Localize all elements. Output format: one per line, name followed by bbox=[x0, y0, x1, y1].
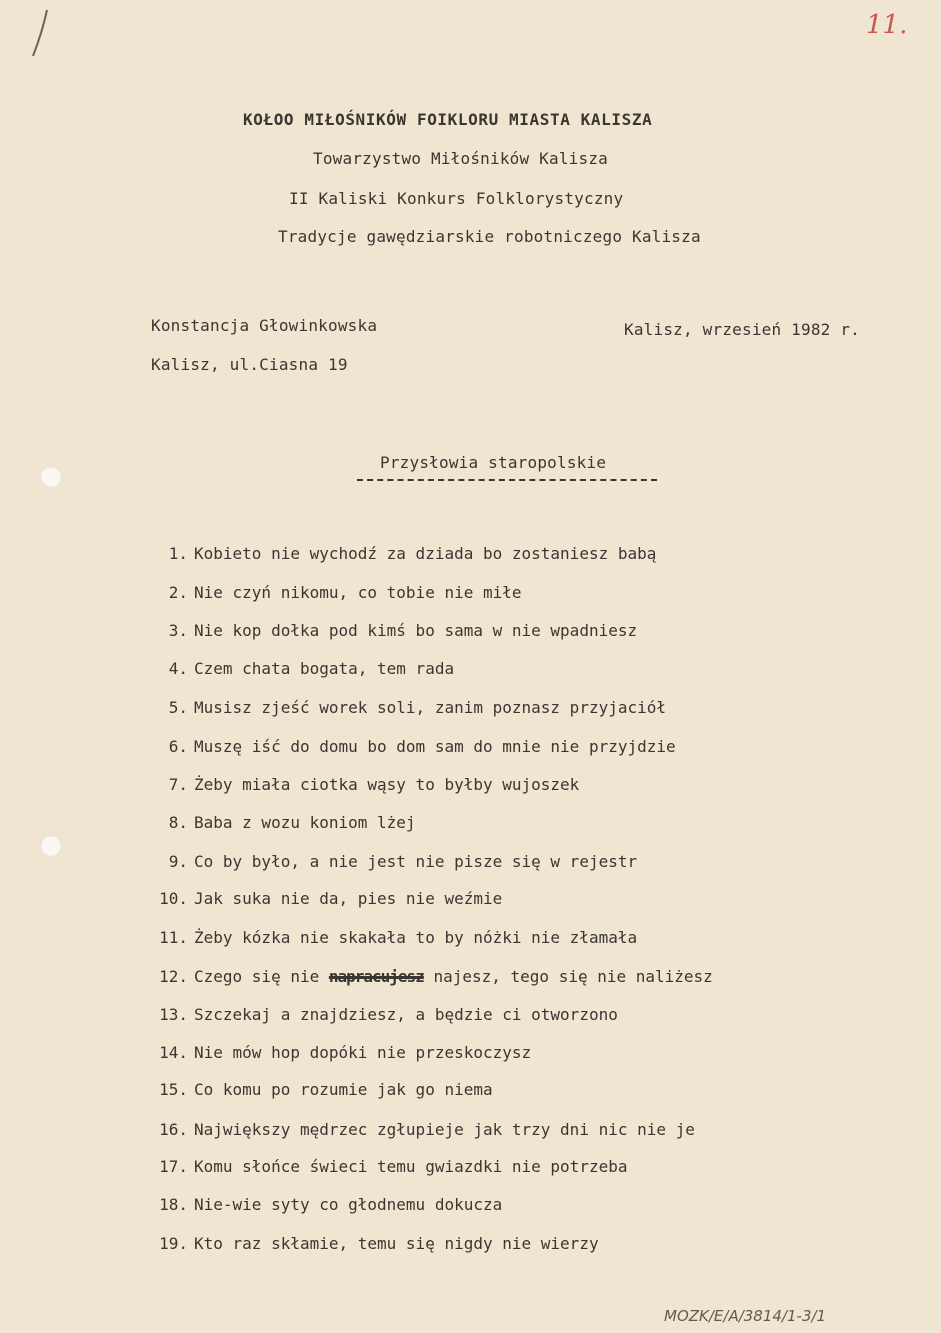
proverb-item: 2. Nie czyń nikomu, co tobie nie miłe bbox=[168, 583, 522, 602]
proverb-item: 19. Kto raz skłamie, temu się nigdy nie wierzy bbox=[159, 1234, 599, 1253]
proverb-item: 3. Nie kop dołka pod kimś bo sama w nie wpadniesz bbox=[168, 621, 638, 640]
proverb-item: 12. Czego się nie napracujesz najesz, tego się nie naliżesz bbox=[159, 967, 713, 986]
proverb-item: 15. Co komu po rozumie jak go niema bbox=[159, 1080, 493, 1099]
place-date: Kalisz, wrzesień 1982 r. bbox=[624, 320, 860, 339]
proverb-item: 14. Nie mów hop dopóki nie przeskoczysz bbox=[159, 1043, 532, 1062]
title-underline bbox=[357, 479, 657, 481]
author-address: Kalisz, ul.Ciasna 19 bbox=[151, 355, 348, 374]
archive-signature: MOZK/E/A/3814/1-3/1 bbox=[664, 1307, 827, 1325]
proverb-item: 6. Muszę iść do domu bo dom sam do mnie nie przyjdzie bbox=[168, 737, 676, 756]
proverb-item: 1. Kobieto nie wychodź za dziada bo zostaniesz babą bbox=[168, 544, 657, 563]
struck-out-word: napracujesz bbox=[328, 967, 424, 986]
page-number: 11. bbox=[866, 10, 908, 40]
proverb-item: 4. Czem chata bogata, tem rada bbox=[168, 659, 455, 678]
proverb-item: 5. Musisz zjeść worek soli, zanim poznasz przyjaciół bbox=[168, 698, 667, 717]
proverb-item: 7. Żeby miała ciotka wąsy to byłby wujoszek bbox=[168, 775, 580, 794]
proverb-item: 10. Jak suka nie da, pies nie weźmie bbox=[159, 889, 503, 908]
header-contest: II Kaliski Konkurs Folklorystyczny bbox=[289, 189, 624, 208]
proverb-item: 18. Nie-wie syty co głodnemu dokucza bbox=[159, 1195, 503, 1214]
proverb-item: 9. Co by było, a nie jest nie pisze się w rejestr bbox=[168, 852, 638, 871]
proverb-item: 8. Baba z wozu koniom lżej bbox=[168, 813, 416, 832]
document-title: Przysłowia staropolskie bbox=[380, 453, 607, 472]
header-organization: KOŁOO MIŁOŚNIKÓW FOIKLORU MIASTA KALISZA bbox=[243, 110, 653, 129]
header-society: Towarzystwo Miłośników Kalisza bbox=[313, 149, 608, 168]
proverb-item: 16. Największy mędrzec zgłupieje jak trzy dni nic nie je bbox=[159, 1120, 695, 1139]
author-name: Konstancja Głowinkowska bbox=[151, 316, 378, 335]
proverb-item: 13. Szczekaj a znajdziesz, a będzie ci otworzono bbox=[159, 1005, 618, 1024]
header-theme: Tradycje gawędziarskie robotniczego Kalisza bbox=[278, 227, 701, 246]
proverb-item: 11. Żeby kózka nie skakała to by nóżki nie złamała bbox=[159, 928, 638, 947]
punch-hole-lower bbox=[40, 835, 62, 857]
proverb-item: 17. Komu słońce świeci temu gwiazdki nie potrzeba bbox=[159, 1157, 628, 1176]
punch-hole-upper bbox=[40, 466, 62, 488]
pencil-tick-mark bbox=[30, 8, 50, 60]
